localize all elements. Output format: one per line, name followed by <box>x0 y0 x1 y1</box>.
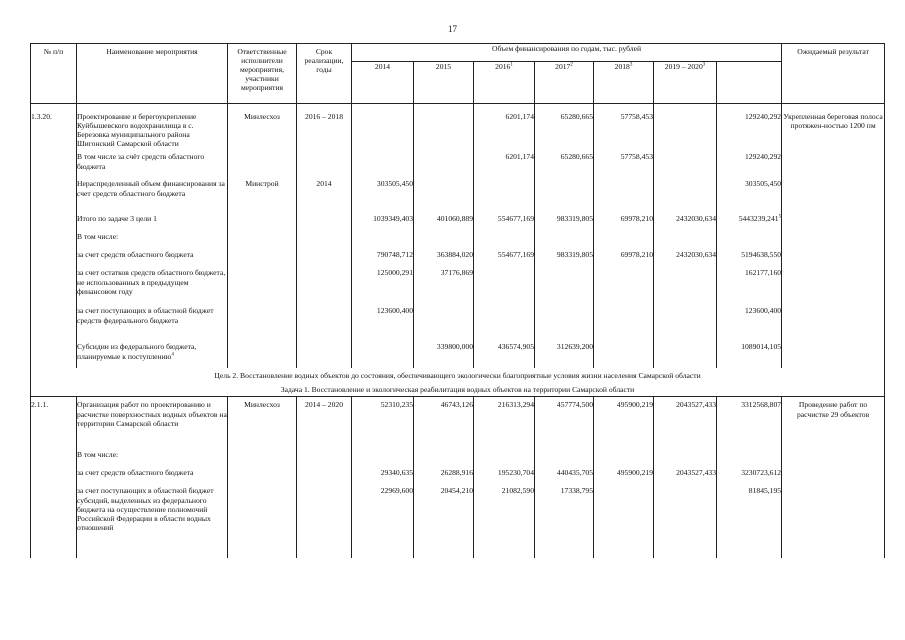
cell-2019-2020 <box>654 268 717 306</box>
page-number: 17 <box>448 24 457 34</box>
header-responsible: Ответственные исполнители мероприятия, участники мероприятия <box>228 44 297 104</box>
cell-2015 <box>414 174 474 214</box>
row-name: за счет остатков средств областного бюджета, не использованных в предыдущем финансовом году <box>77 268 228 306</box>
cell-2018: 57758,453 <box>594 104 654 149</box>
table-row <box>31 306 885 342</box>
table-row <box>31 450 885 468</box>
cell-2017: 983319,805 <box>535 250 594 268</box>
row-responsible: Минлесхоз <box>228 104 297 149</box>
cell-2015: 339800,000 <box>414 342 474 368</box>
row-result: Укрепленная береговая полоса протяжен-ностью 1200 пм <box>782 104 885 175</box>
cell-total: 5194638,550 <box>717 250 782 268</box>
cell-total: 1089014,105 <box>717 342 782 368</box>
cell-2018: 495900,219 <box>594 397 654 451</box>
cell-total: 162177,160 <box>717 268 782 306</box>
cell-total: 129240,292 <box>717 148 782 174</box>
cell-2018 <box>594 486 654 558</box>
row-term: 2016 – 2018 <box>297 104 352 149</box>
table-row <box>31 214 885 232</box>
row-name: за счет поступающих в областной бюджет субсидий, выделенных из федерального бюджета на осуществление полномочий Российской Федерации в области водных отношений <box>77 486 228 558</box>
cell-2014: 1039349,403 <box>352 214 414 232</box>
row-name: В том числе: <box>77 232 228 250</box>
row-result: Проведение работ по расчистке 29 объектов <box>782 397 885 451</box>
header-expected: Ожидаемый результат <box>782 44 885 104</box>
cell-2014 <box>352 104 414 149</box>
cell-2016: 216313,294 <box>474 397 535 451</box>
row-term: 2014 <box>297 174 352 214</box>
row-name <box>77 342 228 368</box>
cell-total: 129240,292 <box>717 104 782 149</box>
cell-2016 <box>474 174 535 214</box>
cell-2014: 790748,712 <box>352 250 414 268</box>
cell-total: 123600,400 <box>717 306 782 342</box>
cell-2016: 195230,704 <box>474 468 535 486</box>
table-row <box>31 268 885 306</box>
row-name: Нераспределенный объем финансирования за счет средств областного бюджета <box>77 174 228 214</box>
cell-2016: 6201,174 <box>474 148 535 174</box>
cell-2019-2020 <box>654 306 717 342</box>
cell-2017: 17338,795 <box>535 486 594 558</box>
table-row <box>31 104 885 149</box>
cell-2015: 26288,916 <box>414 468 474 486</box>
cell-2019-2020 <box>654 104 717 149</box>
cell-2017 <box>535 268 594 306</box>
cell-2015: 37176,869 <box>414 268 474 306</box>
header-funding: Объем финансирования по годам, тыс. рублей <box>352 44 782 62</box>
cell-2016: 554677,169 <box>474 214 535 232</box>
header-year-2018-label: 2018 <box>614 62 630 71</box>
cell-2018 <box>594 268 654 306</box>
cell-2014: 125000,291 <box>352 268 414 306</box>
section-row <box>31 368 885 382</box>
cell-2019-2020 <box>654 148 717 174</box>
cell-2016: 21082,590 <box>474 486 535 558</box>
cell-2017: 65280,665 <box>535 148 594 174</box>
header-term: Срок реализации, годы <box>297 44 352 104</box>
cell-2019-2020: 2043527,433 <box>654 397 717 451</box>
row-name: В том числе за счёт средств областного бюджета <box>77 148 228 174</box>
cell-2018: 57758,453 <box>594 148 654 174</box>
cell-2017: 65280,665 <box>535 104 594 149</box>
cell-2019-2020 <box>654 174 717 214</box>
cell-2014: 22969,600 <box>352 486 414 558</box>
header-year-2014: 2014 <box>352 62 414 104</box>
header-num: № п/п <box>31 44 77 104</box>
cell-total-value: 5443239,241 <box>738 214 779 224</box>
row-name: Проектирование и берегоукрепление Куйбышевского водохранилища в с. Березовка муниципального района Шигонский Самарской области <box>77 104 228 149</box>
cell-2016: 6201,174 <box>474 104 535 149</box>
cell-2016 <box>474 268 535 306</box>
cell-2018 <box>594 342 654 368</box>
header-year-2016 <box>474 62 535 104</box>
header-year-2019-2020-label: 2019 – 2020 <box>664 62 703 71</box>
cell-2018 <box>594 306 654 342</box>
cell-2018: 69978,210 <box>594 214 654 232</box>
table-row <box>31 486 885 558</box>
cell-2015: 363884,020 <box>414 250 474 268</box>
footnote-mark: 5 <box>778 214 782 220</box>
row-name: за счет средств областного бюджета <box>77 468 228 486</box>
row-name: за счет поступающих в областной бюджет средств федерального бюджета <box>77 306 228 342</box>
header-year-2017-label: 2017 <box>555 62 571 71</box>
cell-2014 <box>352 342 414 368</box>
cell-2014: 123600,400 <box>352 306 414 342</box>
cell-2019-2020: 2432030,634 <box>654 250 717 268</box>
table-row <box>31 397 885 451</box>
cell-2019-2020 <box>654 486 717 558</box>
table-row <box>31 468 885 486</box>
header-year-2018 <box>594 62 654 104</box>
footnote-mark: 3 <box>702 62 706 68</box>
table-row <box>31 250 885 268</box>
row-name: Итого по задаче 3 цели 1 <box>77 214 228 232</box>
row-term: 2014 – 2020 <box>297 397 352 451</box>
cell-2014 <box>352 148 414 174</box>
header-year-2016-label: 2016 <box>495 62 511 71</box>
cell-2017 <box>535 174 594 214</box>
row-name: В том числе: <box>77 450 228 468</box>
cell-2017: 312639,200 <box>535 342 594 368</box>
row-responsible: Минлесхоз <box>228 397 297 451</box>
row-name: Организация работ по проектированию и расчистке поверхностных водных объектов на территории Самарской области <box>77 397 228 451</box>
cell-2015 <box>414 306 474 342</box>
footnote-mark: 3 <box>629 62 633 68</box>
cell-2017: 457774,500 <box>535 397 594 451</box>
cell-2019-2020: 2043527,433 <box>654 468 717 486</box>
cell-total: 81845,195 <box>717 486 782 558</box>
header-year-2017 <box>535 62 594 104</box>
header-year-2019-2020 <box>654 62 717 104</box>
cell-2018: 495900,219 <box>594 468 654 486</box>
cell-2016: 554677,169 <box>474 250 535 268</box>
cell-2017 <box>535 306 594 342</box>
cell-total: 3230723,612 <box>717 468 782 486</box>
footnote-mark: 2 <box>570 62 573 68</box>
section-row <box>31 382 885 397</box>
table-row <box>31 342 885 368</box>
cell-2016: 436574,905 <box>474 342 535 368</box>
cell-2014: 52310,235 <box>352 397 414 451</box>
cell-2014: 303505,450 <box>352 174 414 214</box>
footnote-mark: 4 <box>171 352 174 358</box>
table-row <box>31 232 885 250</box>
table-row <box>31 174 885 214</box>
row-name: за счет средств областного бюджета <box>77 250 228 268</box>
cell-2017: 440435,705 <box>535 468 594 486</box>
header-year-2015: 2015 <box>414 62 474 104</box>
cell-2016 <box>474 306 535 342</box>
cell-total <box>717 214 782 232</box>
cell-2018: 69978,210 <box>594 250 654 268</box>
cell-2015: 46743,126 <box>414 397 474 451</box>
task-heading: Задача 1. Восстановление и экологическая реабилитация водных объектов на территории Самарской области <box>31 382 885 397</box>
cell-2015 <box>414 148 474 174</box>
cell-2017: 983319,805 <box>535 214 594 232</box>
cell-total: 303505,450 <box>717 174 782 214</box>
row-number: 2.1.1. <box>31 397 77 451</box>
header-total <box>717 62 782 104</box>
footnote-mark: 1 <box>510 62 513 68</box>
cell-2014: 29340,635 <box>352 468 414 486</box>
header-name: Наименование мероприятия <box>77 44 228 104</box>
cell-2019-2020 <box>654 342 717 368</box>
row-name-text: Субсидии из федерального бюджета, планируемые к поступлению <box>77 342 197 361</box>
cell-2018 <box>594 174 654 214</box>
row-responsible: Минстрой <box>228 174 297 214</box>
cell-2015 <box>414 104 474 149</box>
cell-2015: 20454,210 <box>414 486 474 558</box>
goal-heading: Цель 2. Восстановление водных объектов до состояния, обеспечивающего экологически благоприятные условия жизни населения Самарской области <box>31 368 885 382</box>
cell-total: 3312568,807 <box>717 397 782 451</box>
funding-table <box>30 43 885 558</box>
row-number: 1.3.20. <box>31 104 77 149</box>
table-row <box>31 148 885 174</box>
cell-2015: 401060,889 <box>414 214 474 232</box>
cell-2019-2020: 2432030,634 <box>654 214 717 232</box>
header-row <box>31 44 885 62</box>
